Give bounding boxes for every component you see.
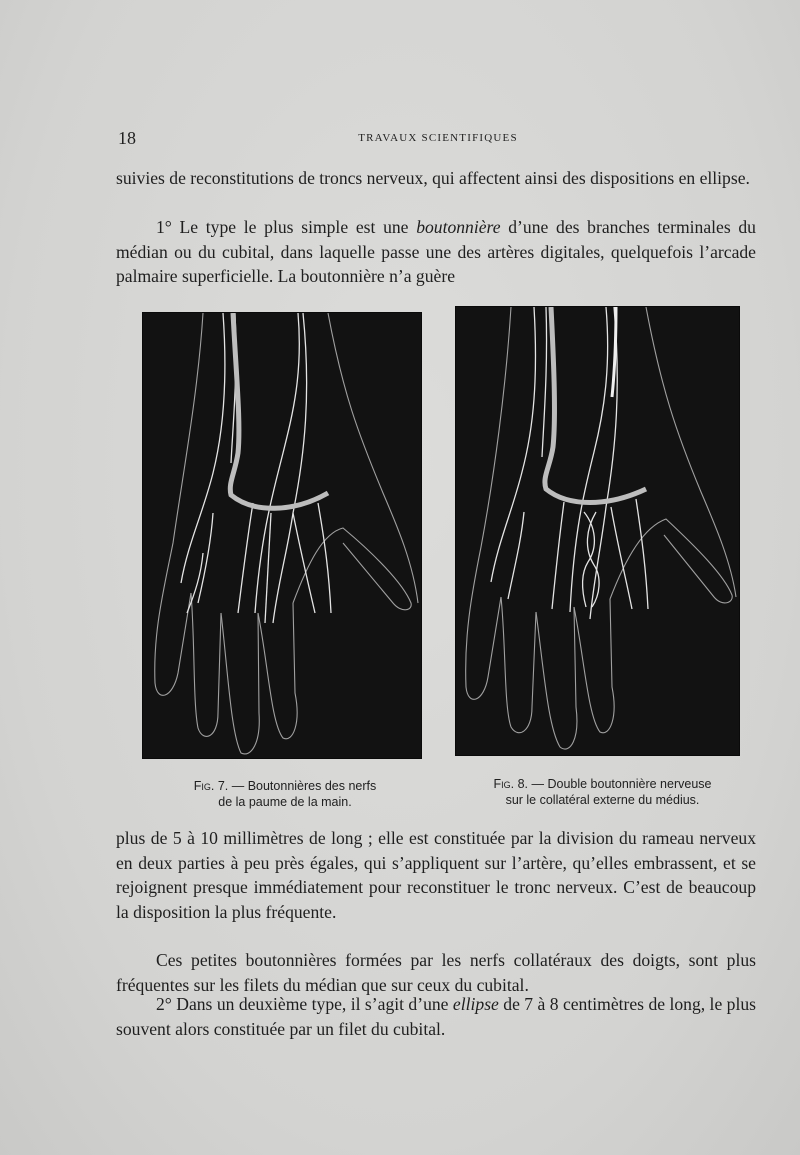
figure-7-plate (143, 313, 421, 758)
page-header (118, 128, 758, 150)
caption-text: — Double boutonnière nerveuse (528, 777, 712, 791)
paragraph-boutonniere-length: plus de 5 à 10 millimètres de long ; elle est constituée par la division du rameau nerveux en deux parties à peu près égales, qui s’appliquent sur l’artère, qu’elles embrassent, et se rejoignent presque immédiatement pour reconstituer le tronc nerveux. C’est de beaucoup la disposition la plus fréquente. (116, 828, 756, 922)
paragraph-text: 1° Le type le plus simple est une (156, 217, 417, 237)
paragraph-text: d’une des branches terminales du médian ou du cubital, dans laquelle passe une des artères digitales, quelquefois l’arcade palmaire superficielle. La boutonnière n’a guère (116, 217, 756, 286)
paragraph-type-2 (116, 992, 756, 1041)
median-nerve-trunk (612, 307, 616, 397)
figure-label: Fig. 7. (193, 779, 229, 793)
palmar-arch-artery (230, 313, 328, 508)
caption-line-2: sur le collatéral externe du médius. (505, 793, 700, 807)
paragraph-small-boutonnieres: Ces petites boutonnières formées par les nerfs collatéraux des doigts, sont plus fréquentes sur les filets du médian que sur ceux du cubital. (116, 950, 756, 995)
nerve-branches (181, 313, 331, 623)
emphasis-ellipse: ellipse (452, 994, 499, 1014)
hand-outline (466, 307, 736, 749)
palmar-arch-artery (545, 307, 646, 503)
paragraph-text: de 7 à 8 centimètres de long, le plus souvent alors constituée par un filet du cubital. (116, 994, 756, 1039)
figure-8-caption (455, 776, 750, 808)
figure-7-caption (150, 778, 420, 810)
figure-8-plate (456, 307, 739, 755)
caption-line-2: de la paume de la main. (218, 795, 352, 809)
page-number: 18 (118, 128, 136, 148)
hand-nerve-illustration (143, 313, 421, 758)
paragraph-continued: suivies de reconstitutions de troncs nerveux, qui affectent ainsi des dispositions en ellipse. (116, 168, 750, 188)
nerve-branches (491, 307, 648, 619)
caption-line-1 (150, 778, 420, 794)
caption-line-1 (455, 776, 750, 792)
running-title: TRAVAUX SCIENTIFIQUES (358, 132, 518, 144)
hand-nerve-illustration (456, 307, 739, 755)
paragraph-text: 2° Dans un deuxième type, il s’agit d’une (156, 994, 453, 1014)
emphasis-boutonniere: boutonnière (416, 217, 501, 237)
figure-label: Fig. 8. (493, 777, 529, 791)
paragraph-type-1 (116, 215, 756, 289)
caption-text: — Boutonnières des nerfs (228, 779, 377, 793)
